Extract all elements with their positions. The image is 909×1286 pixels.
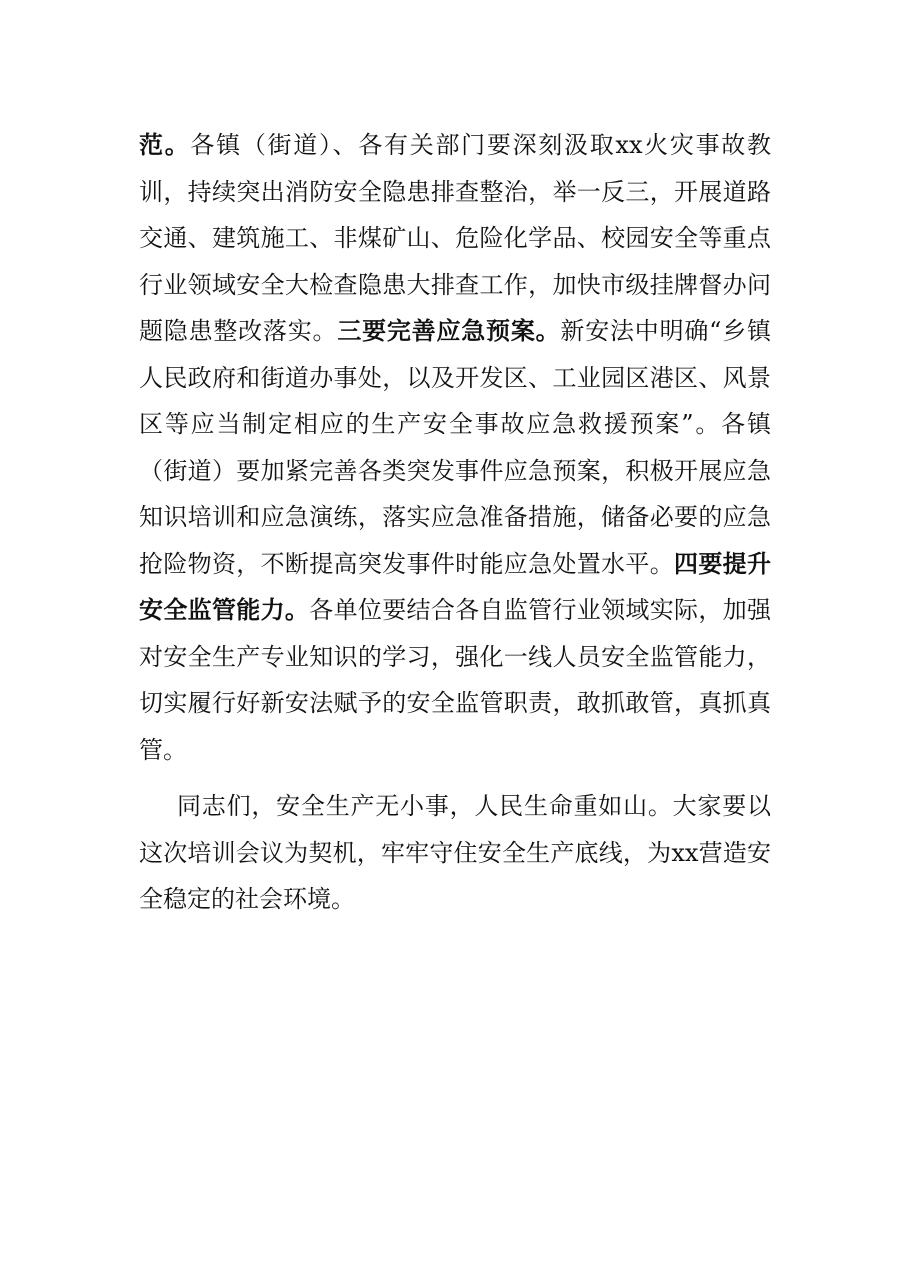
heading-supervision-capacity: 四要提升安全监管能力。 [139, 549, 772, 624]
heading-fragment: 范。 [139, 131, 191, 159]
heading-emergency-plan: 三要完善应急预案。 [337, 317, 561, 345]
body-text: 各镇（街道）、各有关部门要深刻汲取xx火灾事故教训，持续突出消防安全隐患排查整治，举一反三，开展道路交通、建筑施工、非煤矿山、危险化学品、校园安全等重点行业领域安全大检查隐患大排查工作，加快市级挂牌督办问题隐患整改落实。 [139, 131, 772, 345]
document-body [139, 122, 771, 923]
paragraph-measures [139, 122, 771, 773]
body-text: 新安法中明确“乡镇人民政府和街道办事处，以及开发区、工业园区港区、风景区等应当制定相应的生产安全事故应急救援预案”。各镇（街道）要加紧完善各类突发事件应急预案，积极开展应急知识培训和应急演练，落实应急准备措施，储备必要的应急抢险物资，不断提高突发事件时能应急处置水平。 [139, 317, 772, 578]
paragraph-closing: 同志们，安全生产无小事，人民生命重如山。大家要以这次培训会议为契机，牢牢守住安全生产底线，为xx营造安全稳定的社会环境。 [139, 792, 771, 913]
body-text: 各单位要结合各自监管行业领域实际，加强对安全生产专业知识的学习，强化一线人员安全监管能力，切实履行好新安法赋予的安全监管职责，敢抓敢管，真抓真管。 [139, 596, 772, 764]
